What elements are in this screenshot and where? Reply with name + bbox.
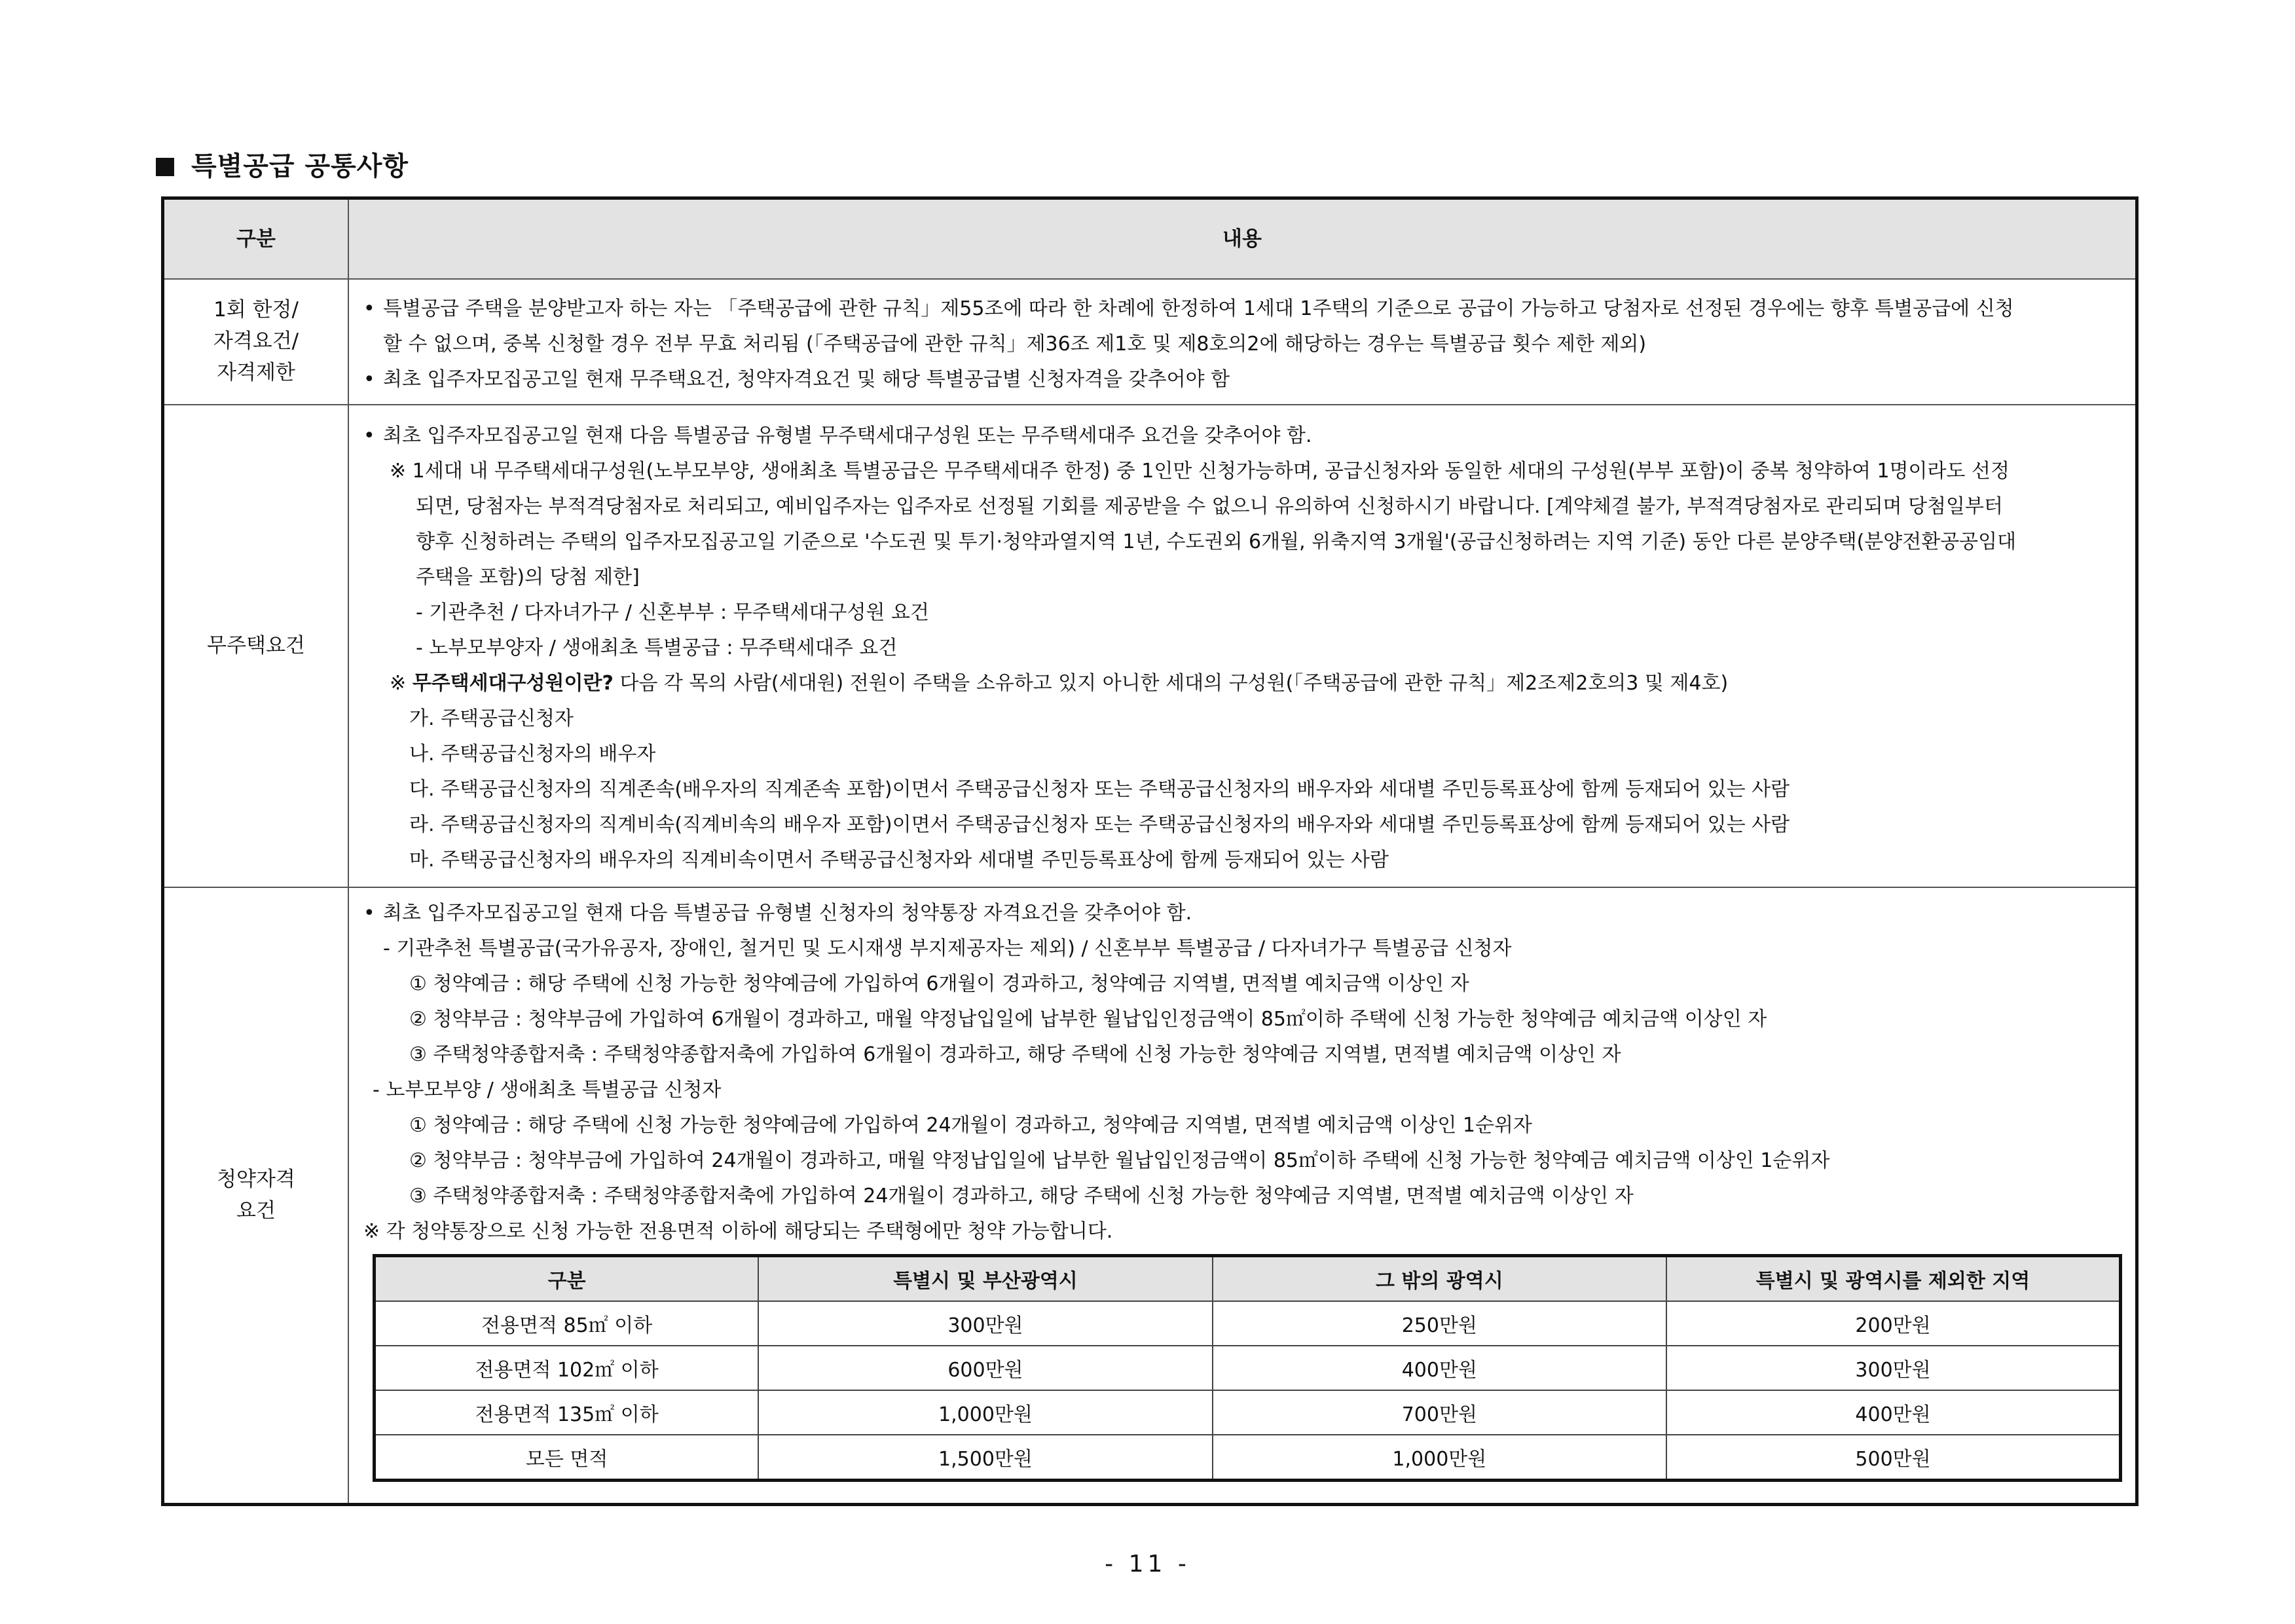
note-mark: ※ <box>390 672 407 695</box>
area-cell: 전용면적 135㎡ 이하 <box>375 1390 759 1435</box>
row3-line: ② 청약부금 : 청약부금에 가입하여 6개월이 경과하고, 매월 약정납입일에 납부한 월납입인정금액이 85㎡이하 주택에 신청 가능한 청약예금 예치금액 이상인 자 <box>409 1008 1767 1031</box>
row-no-house <box>164 404 2135 888</box>
row3-category <box>164 887 349 1503</box>
row2-line: - 기관추천 / 다자녀가구 / 신혼부부 : 무주택세대구성원 요건 <box>416 601 929 624</box>
row1-category-line: 자격요건/ <box>213 329 299 353</box>
amount-cell: 1,000만원 <box>1213 1435 1666 1481</box>
common-requirements-table <box>161 196 2139 1506</box>
row2-line: ※ 1세대 내 무주택세대구성원(노부모부양, 생애최초 특별공급은 무주택세대주 한정) 중 1인만 신청가능하며, 공급신청자와 동일한 세대의 구성원(부부 포함)이 중복 청약하여 1명이라도 선정 <box>390 460 2010 483</box>
row2-line: 다. 주택공급신청자의 직계존속(배우자의 직계존속 포함)이면서 주택공급신청자 또는 주택공급신청자의 배우자와 세대별 주민등록표상에 함께 등재되어 있는 사람 <box>409 778 1790 801</box>
row2-line: 향후 신청하려는 주택의 입주자모집공고일 기준으로 '수도권 및 투기·청약과열지역 1년, 수도권외 6개월, 위축지역 3개월'(공급신청하려는 지역 기준) 동안 다른 분양주택(분양전환공공임대 <box>416 530 2017 553</box>
row1-category-line: 자격제한 <box>217 361 295 384</box>
row2-line: 라. 주택공급신청자의 직계비속(직계비속의 배우자 포함)이면서 주택공급신청자 또는 주택공급신청자의 배우자와 세대별 주민등록표상에 함께 등재되어 있는 사람 <box>409 813 1790 836</box>
row2-line: 나. 주택공급신청자의 배우자 <box>409 743 656 766</box>
row2-line: 주택을 포함)의 당첨 제한] <box>416 566 640 589</box>
square-bullet-icon <box>156 158 174 176</box>
section-title-text: 특별공급 공통사항 <box>191 151 409 181</box>
row2-content <box>349 404 2135 887</box>
page-number: - 11 - <box>1105 1551 1190 1578</box>
row2-line: • 최초 입주자모집공고일 현재 다음 특별공급 유형별 무주택세대구성원 또는 무주택세대주 요건을 갖추어야 함. <box>363 418 2117 454</box>
area-cell: 모든 면적 <box>375 1435 759 1481</box>
amount-cell: 700만원 <box>1213 1390 1666 1435</box>
row2-note-line <box>363 666 2117 701</box>
header-category: 구분 <box>164 200 349 278</box>
section-title <box>156 145 409 183</box>
definition-term: 무주택세대구성원이란? <box>412 672 614 695</box>
table-row <box>375 1301 2121 1346</box>
area-cell: 전용면적 102㎡ 이하 <box>375 1346 759 1390</box>
row3-line: ※ 각 청약통장으로 신청 가능한 전용면적 이하에 해당되는 주택형에만 청약 가능합니다. <box>363 1220 1113 1243</box>
amount-cell: 500만원 <box>1666 1435 2120 1481</box>
row1-category <box>164 278 349 404</box>
amount-cell: 250만원 <box>1213 1301 1666 1346</box>
amount-cell: 400만원 <box>1213 1346 1666 1390</box>
table-row <box>375 1435 2121 1481</box>
row3-line: - 기관추천 특별공급(국가유공자, 장애인, 철거민 및 도시재생 부지제공자는 제외) / 신혼부부 특별공급 / 다자녀가구 특별공급 신청자 <box>383 937 1512 960</box>
row2-line: 가. 주택공급신청자 <box>409 707 574 730</box>
row3-line: ③ 주택청약종합저축 : 주택청약종합저축에 가입하여 24개월이 경과하고, 해당 주택에 신청 가능한 청약예금 지역별, 면적별 예치금액 이상인 자 <box>409 1185 1634 1208</box>
deposit-header-cell: 특별시 및 부산광역시 <box>758 1256 1212 1302</box>
row1-line: • 특별공급 주택을 분양받고자 하는 자는 「주택공급에 관한 규칙」제55조에 따라 한 차례에 한정하여 1세대 1주택의 기준으로 공급이 가능하고 당첨자로 선정된 경우에는 향후 특별공급에 신청 <box>363 291 2117 327</box>
row2-category: 무주택요건 <box>164 404 349 887</box>
row2-line: - 노부모부양자 / 생애최초 특별공급 : 무주택세대주 요건 <box>416 637 898 659</box>
row3-line: ① 청약예금 : 해당 주택에 신청 가능한 청약예금에 가입하여 24개월이 경과하고, 청약예금 지역별, 면적별 예치금액 이상인 1순위자 <box>409 1114 1532 1137</box>
amount-cell: 300만원 <box>1666 1346 2120 1390</box>
definition-text: 다음 각 목의 사람(세대원) 전원이 주택을 소유하고 있지 아니한 세대의 구성원(「주택공급에 관한 규칙」제2조제2호의3 및 제4호) <box>619 672 1729 695</box>
table-row <box>375 1346 2121 1390</box>
row2-line: 마. 주택공급신청자의 배우자의 직계비속이면서 주택공급신청자와 세대별 주민등록표상에 함께 등재되어 있는 사람 <box>409 849 1389 872</box>
amount-cell: 400만원 <box>1666 1390 2120 1435</box>
row1-line: • 최초 입주자모집공고일 현재 무주택요건, 청약자격요건 및 해당 특별공급별 신청자격을 갖추어야 함 <box>363 362 2117 397</box>
row1-category-line: 1회 한정/ <box>213 298 299 322</box>
amount-cell: 300만원 <box>758 1301 1212 1346</box>
row3-line: ② 청약부금 : 청약부금에 가입하여 24개월이 경과하고, 매월 약정납입일에 납부한 월납입인정금액이 85㎡이하 주택에 신청 가능한 청약예금 예치금액 이상인 1순위자 <box>409 1149 1830 1172</box>
row3-line: - 노부모부양 / 생애최초 특별공급 신청자 <box>373 1079 722 1101</box>
row3-line: ① 청약예금 : 해당 주택에 신청 가능한 청약예금에 가입하여 6개월이 경과하고, 청약예금 지역별, 면적별 예치금액 이상인 자 <box>409 972 1469 995</box>
row3-line: • 최초 입주자모집공고일 현재 다음 특별공급 유형별 신청자의 청약통장 자격요건을 갖추어야 함. <box>363 896 2117 931</box>
row2-line: 되면, 당첨자는 부적격당첨자로 처리되고, 예비입주자는 입주자로 선정될 기회를 제공받을 수 없으니 유의하여 신청하시기 바랍니다. [계약체결 불가, 부적격당첨자로 관리되며 당첨일부터 <box>416 495 2003 518</box>
header-content: 내용 <box>1222 227 1262 251</box>
deposit-header-cell: 그 밖의 광역시 <box>1213 1256 1666 1302</box>
deposit-header-cell: 구분 <box>375 1256 759 1302</box>
deposit-header-cell: 특별시 및 광역시를 제외한 지역 <box>1666 1256 2120 1302</box>
amount-cell: 600만원 <box>758 1346 1212 1390</box>
amount-cell: 1,000만원 <box>758 1390 1212 1435</box>
amount-cell: 1,500만원 <box>758 1435 1212 1481</box>
row1-line: 할 수 없으며, 중복 신청할 경우 전부 무효 처리됨 (「주택공급에 관한 규칙」제36조 제1호 및 제8호의2에 해당하는 경우는 특별공급 횟수 제한 제외) <box>383 333 1647 356</box>
row3-line: ③ 주택청약종합저축 : 주택청약종합저축에 가입하여 6개월이 경과하고, 해당 주택에 신청 가능한 청약예금 지역별, 면적별 예치금액 이상인 자 <box>409 1043 1621 1066</box>
amount-cell: 200만원 <box>1666 1301 2120 1346</box>
row3-category-line: 요건 <box>236 1198 276 1223</box>
row1-content <box>349 278 2135 404</box>
table-header-row <box>164 200 2135 280</box>
deposit-table-header <box>375 1256 2121 1302</box>
row-one-time-limit <box>164 278 2135 405</box>
deposit-amount-table <box>373 1254 2122 1482</box>
row3-category-line: 청약자격 <box>217 1167 295 1191</box>
table-row <box>375 1390 2121 1435</box>
area-cell: 전용면적 85㎡ 이하 <box>375 1301 759 1346</box>
